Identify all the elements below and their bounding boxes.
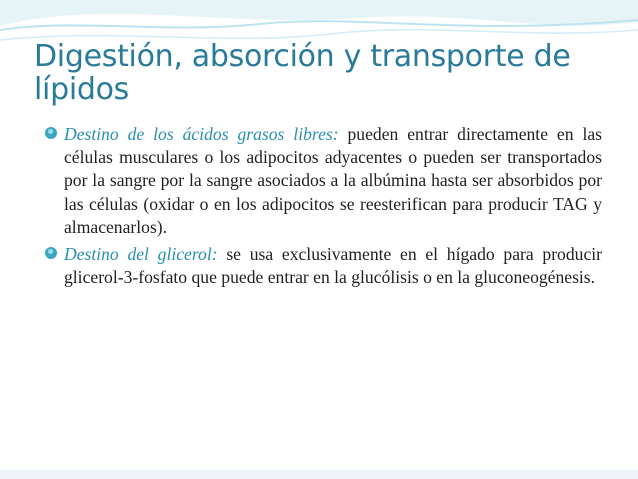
bullet-icon xyxy=(45,247,57,259)
bullet-term: Destino del glicerol: xyxy=(64,244,218,265)
bullet-item-acidos-grasos xyxy=(44,123,602,239)
footer-band xyxy=(0,470,638,479)
bullet-text: se usa exclusivamente en el hígado para producir glicerol-3-fosfato que puede entrar en la glucólisis o en la gluconeogénesis. xyxy=(64,244,602,288)
bullet-item-glicerol xyxy=(44,243,602,289)
bullet-icon xyxy=(45,127,57,139)
slide-title: Digestión, absorción y transporte de lípidos xyxy=(34,39,571,107)
bullet-term: Destino de los ácidos grasos libres: xyxy=(64,124,339,144)
bullet-text: pueden entrar directamente en las células musculares o los adipocitos adyacentes o pueden ser transportados por la sangre por la sangre asociados a la albúmina hasta ser absorbidos por las células (oxidar o en los adipocitos se reesterifican para producir TAG y almacenarlos). xyxy=(64,124,602,237)
bullet-list xyxy=(44,123,602,293)
